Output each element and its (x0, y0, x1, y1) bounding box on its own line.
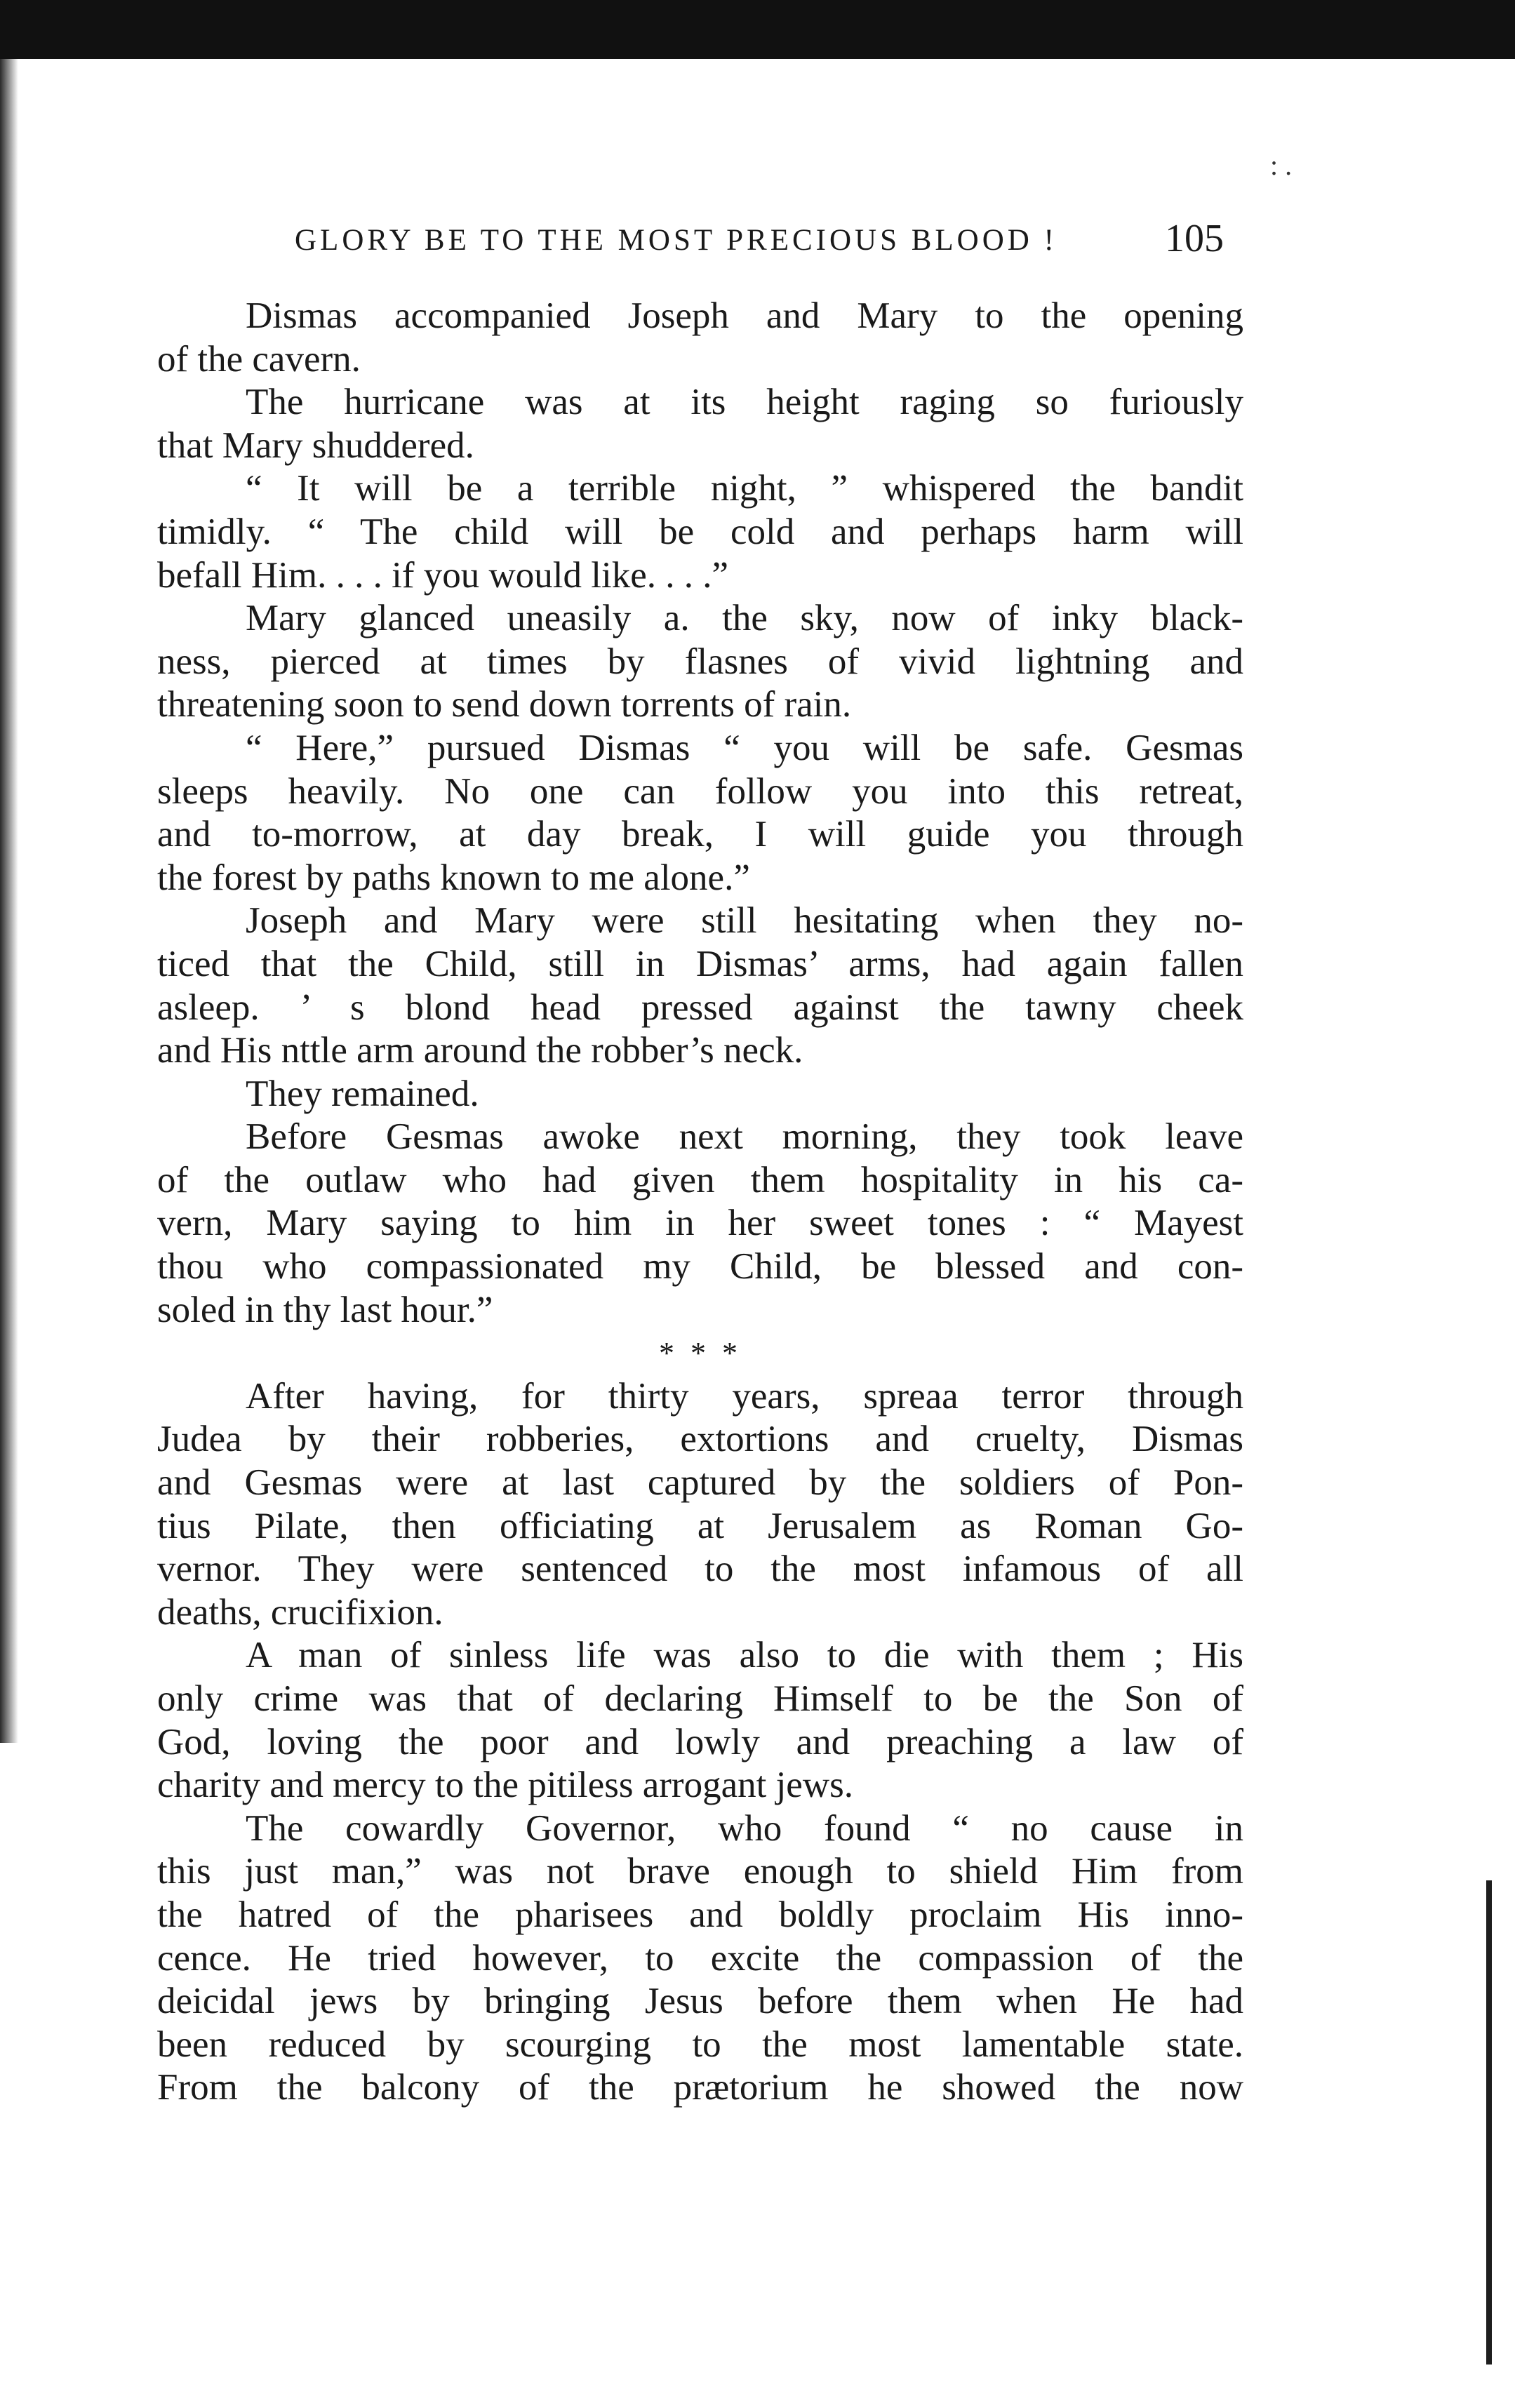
text-line: The cowardly Governor, who found “ no cause in (246, 1807, 1243, 1849)
running-head: GLORY BE TO THE MOST PRECIOUS BLOOD ! (295, 224, 1057, 257)
text-line: After having, for thirty years, spreaa terror through (246, 1375, 1243, 1417)
text-line: been reduced by scourging to the most lamentable state. (157, 2024, 1243, 2065)
text-line: Joseph and Mary were still hesitating when they no- (246, 900, 1243, 942)
text-line: The hurricane was at its height raging so furiously (246, 382, 1243, 423)
text-line: thou who compassionated my Child, be blessed and con- (157, 1246, 1243, 1287)
text-line: deicidal jews by bringing Jesus before them when He had (157, 1981, 1243, 2022)
section-separator: * * * (659, 1336, 742, 1371)
text-line: threatening soon to send down torrents of rain. (157, 684, 852, 725)
text-line: God, loving the poor and lowly and preaching a law of (157, 1721, 1243, 1762)
text-line: asleep. ’ s blond head pressed against the tawny cheek (157, 986, 1243, 1028)
text-line: Mary glanced uneasily a. the sky, now of inky black- (246, 598, 1243, 639)
text-line: They remained. (246, 1073, 479, 1114)
margin-speck: : . (1270, 149, 1293, 181)
text-line: vernor. They were sentenced to the most infamous of all (157, 1549, 1243, 1590)
text-line: the hatred of the pharisees and boldly proclaim His inno- (157, 1894, 1243, 1935)
scan-right-edge-rule (1486, 1880, 1492, 2364)
text-line: of the cavern. (157, 338, 361, 380)
text-line: cence. He tried however, to excite the compassion of the (157, 1937, 1243, 1979)
text-line: timidly. “ The child will be cold and perhaps harm will (157, 511, 1243, 552)
page-number: 105 (1165, 217, 1224, 260)
text-line: sleeps heavily. No one can follow you into this retreat, (157, 770, 1243, 812)
text-line: “ Here,” pursued Dismas “ you will be safe. Gesmas (246, 727, 1243, 768)
text-line: befall Him. . . . if you would like. . . .” (157, 554, 728, 596)
text-line: soled in thy last hour.” (157, 1289, 493, 1330)
text-line: and Gesmas were at last captured by the soldiers of Pon- (157, 1462, 1243, 1504)
text-line: of the outlaw who had given them hospitality in his ca- (157, 1159, 1243, 1200)
text-line: deaths, crucifixion. (157, 1591, 443, 1633)
text-line: “ It will be a terrible night, ” whispered the bandit (246, 468, 1243, 509)
scan-left-edge-shadow (0, 59, 18, 1743)
text-line: tius Pilate, then officiating at Jerusalem as Roman Go- (157, 1505, 1243, 1546)
text-line: only crime was that of declaring Himself to be the Son of (157, 1678, 1243, 1719)
text-line: that Mary shuddered. (157, 424, 474, 466)
text-line: Judea by their robberies, extortions and cruelty, Dismas (157, 1419, 1243, 1460)
text-line: and His nttle arm around the robber’s neck. (157, 1030, 803, 1071)
text-line: Dismas accompanied Joseph and Mary to the opening (246, 295, 1243, 336)
body-text (157, 295, 1243, 2110)
text-line: ticed that the Child, still in Dismas’ arms, had again fallen (157, 943, 1243, 984)
scan-top-border (0, 0, 1515, 59)
text-line: this just man,” was not brave enough to shield Him from (157, 1851, 1243, 1892)
text-line: From the balcony of the prætorium he showed the now (157, 2067, 1243, 2108)
text-line: ness, pierced at times by flasnes of vivid lightning and (157, 641, 1243, 682)
text-line: the forest by paths known to me alone.” (157, 857, 750, 898)
text-line: Before Gesmas awoke next morning, they took leave (246, 1116, 1243, 1158)
text-line: charity and mercy to the pitiless arrogant jews. (157, 1765, 853, 1806)
text-line: A man of sinless life was also to die with them ; His (246, 1635, 1243, 1676)
text-line: and to-morrow, at day break, I will guide you through (157, 814, 1243, 855)
text-line: vern, Mary saying to him in her sweet tones : “ Mayest (157, 1203, 1243, 1244)
